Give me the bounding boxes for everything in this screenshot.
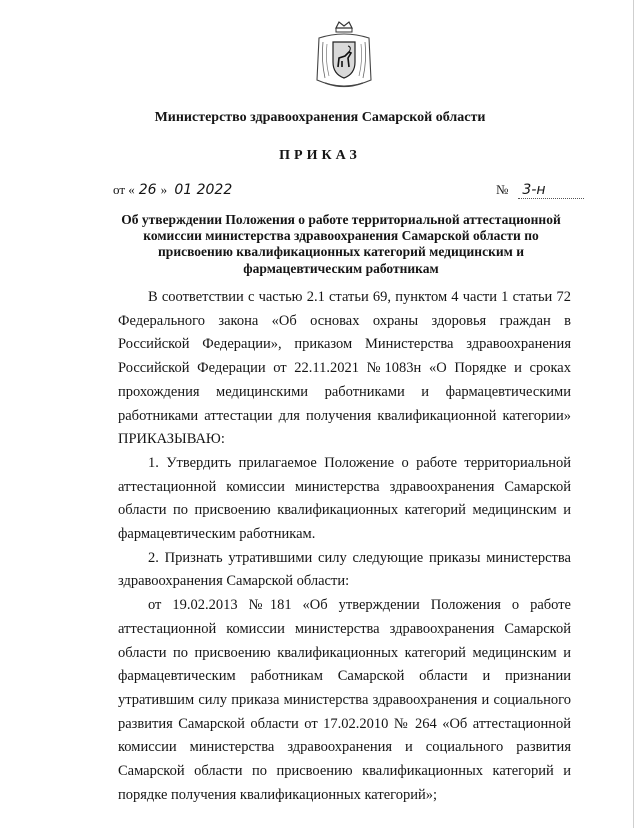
order-body — [118, 286, 571, 807]
document-type: ПРИКАЗ — [279, 148, 361, 163]
paragraph-preamble: В соответствии с частью 2.1 статьи 69, пунктом 4 части 1 статьи 72 Федерального закона «Об основах охраны здоровья граждан в Российской Федерации», приказом Министерства здравоохранения Российской Федерации от 22.11.2021 №1083н «О Порядке и сроках прохождения медицинскими работниками и фармацевтическими работниками аттестации для получения квалификационной категории» ПРИКАЗЫВАЮ: — [118, 289, 571, 448]
order-date — [113, 182, 236, 198]
number-label: № — [496, 182, 509, 197]
order-number — [496, 182, 584, 199]
order-title: Об утверждении Положения о работе территориальной аттестационной комиссии министерства здравоохранения Самарской области по присвоению квалификационных категорий медицинским и фармацевтическим работникам — [121, 212, 561, 276]
number-handwritten: 3-н — [518, 182, 584, 199]
paragraph-item-1: 1. Утвердить прилагаемое Положение о работе территориальной аттестационной комиссии министерства здравоохранения Самарской области по присвоению квалификационных категорий медицинским и фармацевтическим работникам. — [118, 454, 571, 543]
coat-of-arms-emblem — [311, 20, 377, 94]
date-quote-close: » — [160, 182, 168, 197]
ministry-name: Министерство здравоохранения Самарской области — [154, 110, 486, 125]
date-prefix: от « — [113, 182, 135, 197]
paragraph-repealed-order: от 19.02.2013 №181 «Об утверждении Положения о работе аттестационной комиссии министерства здравоохранения Самарской области по присвоению квалификационных категорий медицинским и фармацевтическим работникам Самарской области и признании утратившим силу приказа министерства здравоохранения и социального развития Самарской области от 17.02.2010 № 264 «Об аттестационной комиссии министерства здравоохранения и социального развития Самарской области по присвоению квалификационных категорий и порядке получения квалификационных категорий»; — [118, 597, 571, 803]
paragraph-item-2: 2. Признать утратившими силу следующие приказы министерства здравоохранения Самарской области: — [118, 549, 571, 590]
date-month-year-handwritten: 01 2022 — [174, 182, 233, 198]
date-day-handwritten: 26 — [138, 182, 157, 198]
